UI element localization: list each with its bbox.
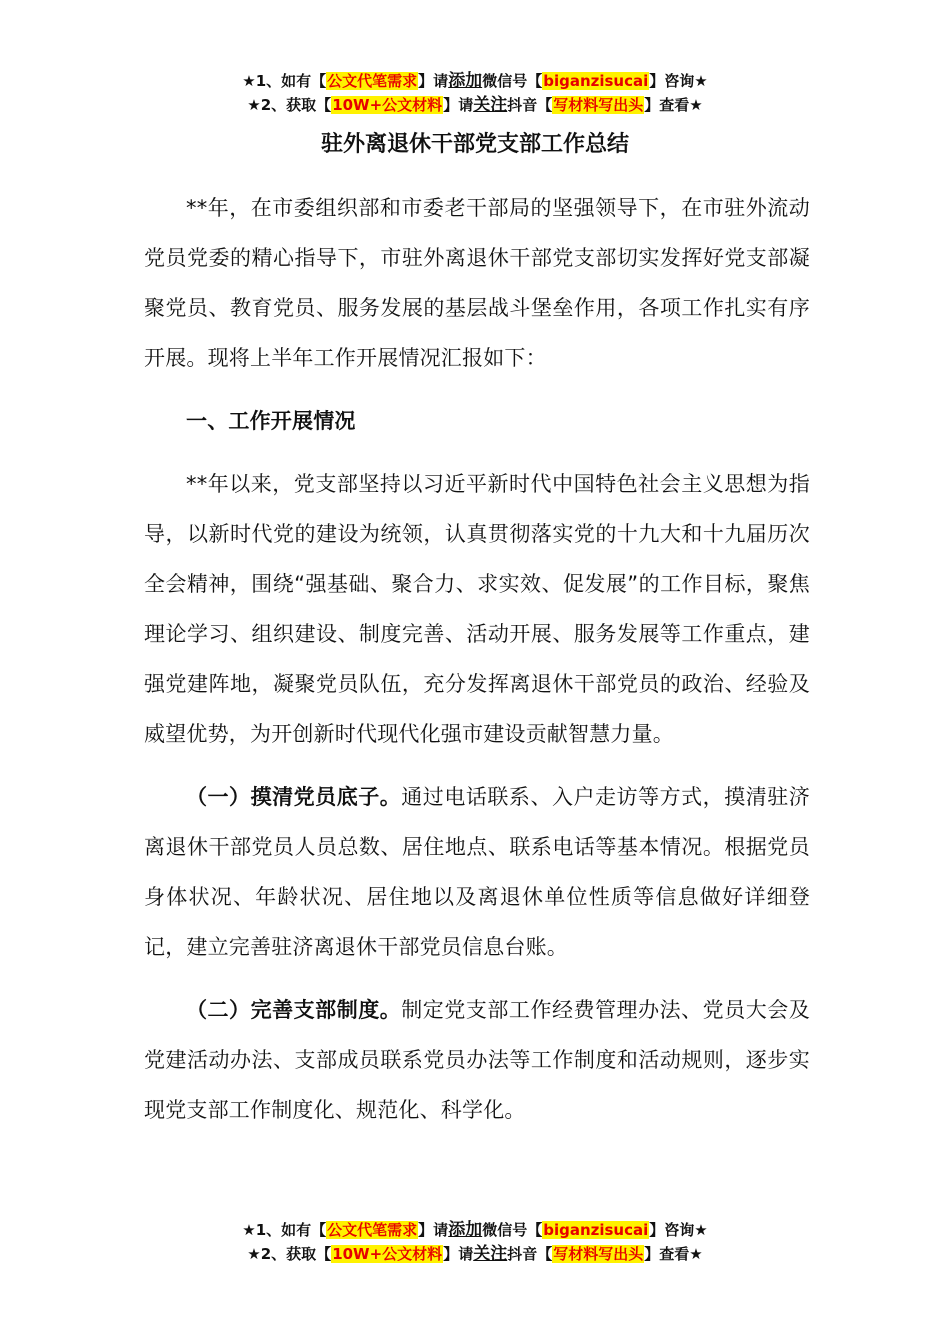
banner-text: 微信号【 (482, 1221, 543, 1239)
banner-highlight-wechat: biganzisucai (543, 72, 649, 90)
banner-highlight: 10W+公文材料 (332, 1245, 443, 1263)
banner-text: ★2、获取【 (247, 96, 332, 114)
banner-line-1 (0, 69, 950, 93)
section-paragraph: **年以来，党支部坚持以习近平新时代中国特色社会主义思想为指导，以新时代党的建设为统领，认真贯彻落实党的十九大和十九届历次全会精神，围绕“强基础、聚合力、求实效、促发展”的工作目标，聚焦理论学习、组织建设、制度完善、活动开展、服务发展等工作重点，建强党建阵地，凝聚党员队伍，充分发挥离退休干部党员的政治、经验及威望优势，为开创新时代现代化强市建设贡献智慧力量。 (144, 472, 810, 746)
banner-text: 】请 (418, 72, 449, 90)
item-lead-1: （一）摸清党员底子。 (186, 785, 402, 809)
banner-text: 】咨询★ (649, 72, 708, 90)
banner-underlined: 关注 (473, 1244, 508, 1264)
banner-line-2 (0, 1242, 950, 1266)
banner-underlined: 添加 (448, 1220, 483, 1240)
banner-text: 】咨询★ (649, 1221, 708, 1239)
document-title: 驻外离退休干部党支部工作总结 (320, 132, 629, 157)
banner-text: 】查看★ (644, 1245, 703, 1263)
banner-underlined: 关注 (473, 95, 508, 115)
item-lead-2: （二）完善支部制度。 (186, 998, 402, 1022)
banner-text: 微信号【 (482, 72, 543, 90)
banner-text: 】请 (443, 96, 474, 114)
banner-highlight-douyin: 写材料写出头 (553, 96, 644, 114)
banner-text: 】请 (418, 1221, 449, 1239)
banner-line-1 (0, 1218, 950, 1242)
top-banner (0, 69, 950, 117)
banner-highlight: 公文代笔需求 (327, 1221, 418, 1239)
item-text-1: 通过电话联系、入户走访等方式，摸清驻济离退休干部党员人员总数、居住地点、联系电话等基本情况。根据党员身体状况、年龄状况、居住地以及离退休单位性质等信息做好详细登记，建立完善驻济离退休干部党员信息台账。 (144, 785, 810, 959)
bottom-banner (0, 1218, 950, 1266)
banner-highlight-douyin: 写材料写出头 (553, 1245, 644, 1263)
document-body (144, 183, 810, 1135)
banner-underlined: 添加 (448, 71, 483, 91)
item-paragraph-2 (144, 985, 810, 1135)
banner-text: ★2、获取【 (247, 1245, 332, 1263)
banner-highlight: 10W+公文材料 (332, 96, 443, 114)
banner-highlight: 公文代笔需求 (327, 72, 418, 90)
banner-text: ★1、如有【 (242, 1221, 327, 1239)
banner-line-2 (0, 93, 950, 117)
banner-highlight-wechat: biganzisucai (543, 1221, 649, 1239)
banner-text: 】请 (443, 1245, 474, 1263)
section-heading: 一、工作开展情况 (186, 409, 356, 433)
intro-paragraph: **年，在市委组织部和市委老干部局的坚强领导下，在市驻外流动党员党委的精心指导下，市驻外离退休干部党支部切实发挥好党支部凝聚党员、教育党员、服务发展的基层战斗堡垒作用，各项工作扎实有序开展。现将上半年工作开展情况汇报如下： (144, 196, 810, 370)
banner-text: 抖音【 (507, 1245, 553, 1263)
item-text-2: 制定党支部工作经费管理办法、党员大会及党建活动办法、支部成员联系党员办法等工作制度和活动规则，逐步实现党支部工作制度化、规范化、科学化。 (144, 998, 810, 1122)
banner-text: ★1、如有【 (242, 72, 327, 90)
banner-text: 】查看★ (644, 96, 703, 114)
banner-text: 抖音【 (507, 96, 553, 114)
item-paragraph-1 (144, 772, 810, 972)
